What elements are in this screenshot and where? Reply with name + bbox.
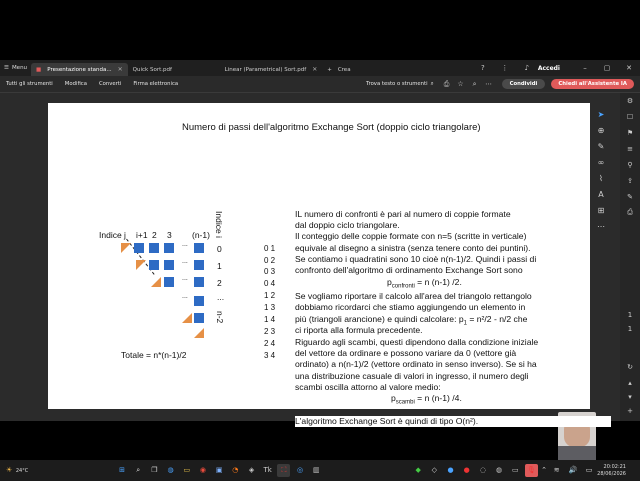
tray-app-icon[interactable]: ◌ <box>479 466 486 474</box>
blue-square <box>194 277 204 287</box>
acrobat-icon[interactable]: ⛶ <box>277 464 290 477</box>
text-icon[interactable]: A <box>598 190 604 199</box>
zoom-in-icon[interactable]: + <box>627 407 633 415</box>
tab-linear-sort[interactable]: Linear (Parametrical) Sort.pdf ✕ <box>224 66 318 73</box>
index-i-label: Indice i <box>214 211 224 238</box>
orange-triangle <box>194 328 204 338</box>
pair-label: 3 4 <box>264 351 276 360</box>
page-number-current: 1 <box>627 311 633 319</box>
pair-label: 0 1 <box>264 244 276 253</box>
tab-bar <box>0 60 640 76</box>
row-label: ... <box>217 292 225 302</box>
blue-square <box>164 243 174 253</box>
index-j-label: Indice j <box>99 230 126 240</box>
col-label-n1: (n-1) <box>192 230 210 240</box>
orange-triangle <box>121 243 131 253</box>
bookmark-icon[interactable]: ⚑ <box>626 129 634 137</box>
menu-edit[interactable]: Modifica <box>64 81 87 87</box>
blue-square <box>149 260 159 270</box>
maximize-icon[interactable]: ▢ <box>603 64 611 72</box>
text-line: dal doppio ciclo triangolare. <box>295 220 400 230</box>
comment-icon[interactable]: ☐ <box>626 113 634 121</box>
taskbar <box>0 460 640 481</box>
text-line: ci riporta alla formula precedente. <box>295 325 423 335</box>
pdf-icon: ■ <box>36 66 42 73</box>
print-icon[interactable]: ⎙ <box>443 79 450 88</box>
dots: ... <box>182 241 188 248</box>
dots: ... <box>182 258 188 265</box>
task-view-icon[interactable]: ❐ <box>151 466 158 474</box>
pair-label: 0 2 <box>264 256 276 265</box>
row-label: 0 <box>217 244 222 254</box>
orange-triangle <box>136 260 146 270</box>
tray-app-icon[interactable]: ● <box>463 466 470 474</box>
dots: ... <box>182 293 188 300</box>
apps-icon[interactable]: ⋮ <box>501 64 509 72</box>
text-line: del vettore da ordinare e possono variare da 0 (vettore già <box>295 348 517 358</box>
document-area <box>0 93 612 421</box>
menu-bar <box>0 76 640 93</box>
search-icon[interactable]: ⌕ <box>472 79 477 88</box>
link-icon[interactable]: ∞ <box>597 158 605 167</box>
cursor-icon[interactable]: ➤ <box>597 110 605 119</box>
refresh-icon[interactable]: ↻ <box>627 363 633 371</box>
tray-app-icon[interactable]: ◆ <box>415 466 421 474</box>
total-formula: Totale = n*(n-1)/2 <box>121 350 187 360</box>
pair-label: 0 4 <box>264 279 276 288</box>
blue-square <box>164 260 174 270</box>
menu-convert[interactable]: Converti <box>98 81 122 87</box>
page-up-icon[interactable]: ▴ <box>628 379 632 387</box>
orange-triangle <box>151 277 161 287</box>
firefox-icon[interactable]: ◔ <box>232 466 239 474</box>
app-icon[interactable]: ◎ <box>297 466 304 474</box>
text-line: scambi oscilla attorno al valore medio: <box>295 382 441 392</box>
tray-app-icon[interactable]: ◍ <box>496 466 503 474</box>
orange-triangle <box>182 313 192 323</box>
text-line: Se vogliamo riportare il calcolo all'area del triangolo rettangolo <box>295 291 532 301</box>
text-line: confronto dell'algoritmo di ordinamento Exchange Sort sono <box>295 265 523 275</box>
row-label: 1 <box>217 261 222 271</box>
export-icon[interactable]: ⇪ <box>627 177 633 185</box>
text-line: Il conteggio delle coppie formate con n=5 (scritte in verticale) <box>295 231 527 241</box>
app-icon[interactable]: Tk <box>263 466 272 474</box>
text-line: IL numero di confronti è pari al numero di coppie formate <box>295 209 511 219</box>
bell-icon[interactable]: ♪ <box>524 64 530 72</box>
blue-square <box>134 243 144 253</box>
blue-square <box>149 243 159 253</box>
pair-label: 0 3 <box>264 267 276 276</box>
minimize-icon[interactable]: – <box>583 64 587 72</box>
tab-quick-sort[interactable]: Quick Sort.pdf <box>132 66 172 73</box>
text-line: una distribuzione casuale di valori in ingresso, il numero degli <box>295 371 529 381</box>
clock-time: 20:02:21 <box>603 463 626 470</box>
tray-app-icon[interactable]: ▭ <box>511 466 519 474</box>
search-icon: ⌕ <box>430 80 434 87</box>
chevron-up-icon[interactable]: ⌃ <box>541 466 548 474</box>
close-icon[interactable]: ✕ <box>626 64 632 72</box>
chrome-icon[interactable]: ◉ <box>199 466 206 474</box>
store-icon[interactable]: ▣ <box>215 466 223 474</box>
close-tab-icon[interactable]: ✕ <box>312 66 318 73</box>
blue-square <box>194 313 204 323</box>
highlight-icon[interactable]: ⌇ <box>599 174 603 183</box>
pair-label: 1 3 <box>264 303 276 312</box>
col-label-3: 3 <box>167 230 172 240</box>
pair-label: 1 2 <box>264 291 276 300</box>
blue-square <box>194 243 204 253</box>
comment-icon[interactable]: ✎ <box>597 142 605 151</box>
page-number-total: 1 <box>627 325 633 333</box>
tray-app-icon[interactable]: ● <box>447 466 454 474</box>
text-line: Riguardo agli scambi, questi dipendono dalla condizione iniziale <box>295 337 539 347</box>
text-line: più (triangoli arancione) e quindi calcolare: $p_1 = n^2/2 - n/2$ che <box>295 314 528 327</box>
hamburger-icon: ☰ <box>4 65 9 71</box>
weather-icon[interactable]: ☀ <box>6 466 13 474</box>
text-line: Se contiamo i quadratini sono 10 cioè n(n-1)/2. Quindi i passi di <box>295 254 537 264</box>
settings-icon[interactable]: ⚙ <box>626 97 634 105</box>
clock[interactable] <box>597 464 626 478</box>
ai-assistant-button[interactable]: Chiedi all'Assistente IA <box>551 79 634 89</box>
col-label-i1: i+1 <box>136 230 148 240</box>
pair-label: 2 4 <box>264 339 276 348</box>
text-line: ordinato) a n(n-1)/2 (vettore ordinato in senso inverso). Se si ha <box>295 359 537 369</box>
menu-button[interactable]: ☰ Menu <box>4 65 28 71</box>
layers-icon[interactable]: ≡ <box>627 145 633 153</box>
windows-start-icon[interactable]: ⊞ <box>119 466 125 474</box>
menu-all-tools[interactable]: Tutti gli strumenti <box>6 81 53 87</box>
col-label-2: 2 <box>152 230 157 240</box>
wifi-icon[interactable]: ≋ <box>553 466 560 474</box>
row-label: n-2 <box>215 311 225 324</box>
weather-temp: 24°C <box>15 467 29 474</box>
more-icon[interactable]: ⋯ <box>485 80 493 88</box>
text-line: dobbiamo ricordarci che stiamo aggiungendo un elemento in <box>295 302 526 312</box>
help-icon[interactable]: ? <box>480 64 485 72</box>
tab-presentazione[interactable]: ■ Presentazione standa... ✕ <box>31 63 128 76</box>
print-icon[interactable]: ⎙ <box>627 208 633 216</box>
plus-icon: + <box>327 66 332 73</box>
blue-square <box>164 277 174 287</box>
attachment-icon[interactable]: ⚲ <box>627 161 633 169</box>
right-panel <box>620 93 640 421</box>
stamp-icon[interactable]: ⊞ <box>597 206 605 215</box>
new-tab-button[interactable]: + Crea <box>327 66 351 73</box>
mic-icon[interactable]: 🎙 <box>525 464 538 477</box>
menu-sign[interactable]: Firma elettronica <box>133 81 179 87</box>
pair-label: 2 3 <box>264 327 276 336</box>
battery-icon[interactable]: ▭ <box>585 466 593 474</box>
blue-square <box>194 260 204 270</box>
app-icon[interactable]: ▥ <box>312 466 320 474</box>
app-window <box>0 60 640 477</box>
bookmark-icon[interactable]: ☆ <box>457 80 464 88</box>
slide-page <box>48 103 611 409</box>
more-tools-icon[interactable]: ⋯ <box>597 222 605 231</box>
clock-date: 28/06/2026 <box>597 470 626 477</box>
edge-icon[interactable]: ◍ <box>167 466 174 474</box>
dots: ... <box>182 275 188 282</box>
sign-in-link[interactable]: Accedi <box>537 64 560 72</box>
text-line: equivale al disegno a sinistra (senza tenere conto dei puntini). <box>295 243 531 253</box>
zoom-icon[interactable]: ⊕ <box>597 126 605 135</box>
formula-scambi: $p_{scambi} = n$ (n-1) /4. <box>391 393 462 406</box>
app-icon[interactable]: ◈ <box>248 466 255 474</box>
find-tools-field[interactable]: Trova testo o strumenti ⌕ <box>366 80 434 87</box>
edit-icon[interactable]: ✎ <box>627 193 633 201</box>
pair-label: 1 4 <box>264 315 276 324</box>
search-icon[interactable]: ⌕ <box>136 466 141 474</box>
formula-confronti: $p_{confronti} = n$ (n-1) /2. <box>387 277 462 290</box>
row-label: 2 <box>217 278 222 288</box>
volume-icon[interactable]: 🔊 <box>568 466 578 474</box>
page-down-icon[interactable]: ▾ <box>628 393 632 401</box>
slide-title: Numero di passi dell'algoritmo Exchange Sort (doppio ciclo triangolare) <box>182 122 481 133</box>
file-explorer-icon[interactable]: ▭ <box>183 466 191 474</box>
blue-square <box>194 296 204 306</box>
close-tab-icon[interactable]: ✕ <box>117 66 123 73</box>
share-button[interactable]: Condividi <box>502 79 546 89</box>
quick-tools-bar <box>590 93 612 421</box>
tray-app-icon[interactable]: ◇ <box>431 466 438 474</box>
text-line: L'algoritmo Exchange Sort è quindi di tipo O(n²). <box>295 416 611 427</box>
